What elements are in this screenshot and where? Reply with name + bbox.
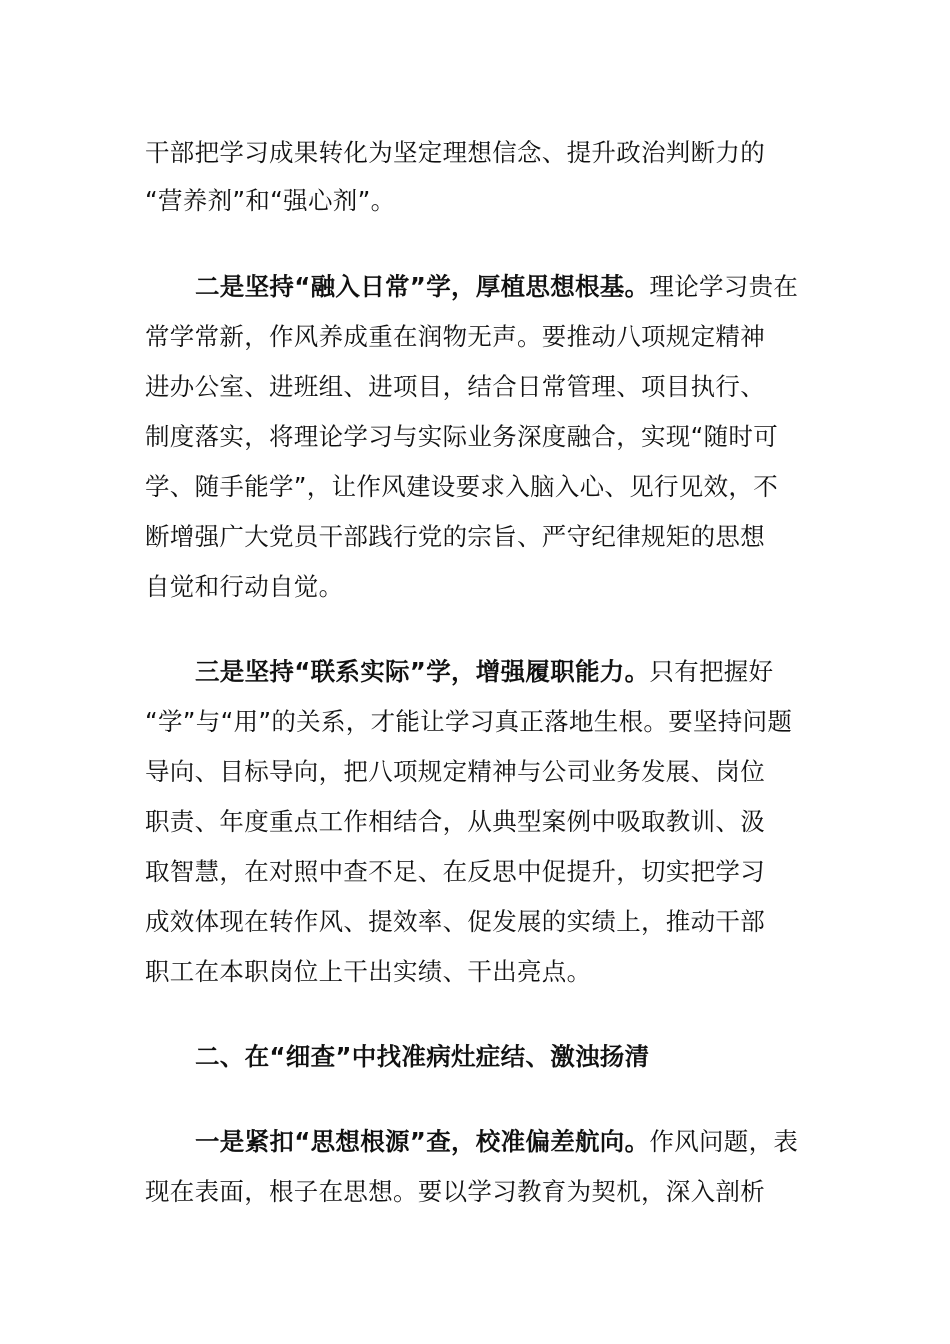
body-text: “营养剂”和“强心剂”。 xyxy=(145,186,396,215)
body-line xyxy=(145,1177,765,1207)
body-text: 成效体现在转作风、提效率、促发展的实绩上，推动干部 xyxy=(145,907,765,936)
body-text: 学、随手能学”，让作风建设要求入脑入心、见行见效，不 xyxy=(145,472,778,501)
body-text: 常学常新，作风养成重在润物无声。要推动八项规定精神 xyxy=(145,322,765,351)
body-text: 职责、年度重点工作相结合，从典型案例中吸取教训、汲 xyxy=(145,807,765,836)
body-line xyxy=(145,572,343,602)
paragraph-continuation-line xyxy=(145,186,395,216)
body-text: “学”与“用”的关系，才能让学习真正落地生根。要坚持问题 xyxy=(145,707,793,736)
body-line xyxy=(145,857,765,887)
body-line xyxy=(145,757,765,787)
body-line xyxy=(145,422,778,452)
body-line xyxy=(145,372,765,402)
paragraph-heading: 一是紧扣“思想根源”查，校准偏差航向。 xyxy=(195,1127,650,1156)
body-text: 取智慧，在对照中查不足、在反思中促提升，切实把学习 xyxy=(145,857,765,886)
paragraph-heading: 二是坚持“融入日常”学，厚植思想根基。 xyxy=(195,272,650,301)
body-text: 理论学习贵在 xyxy=(649,272,799,301)
body-line xyxy=(145,522,765,552)
paragraph-heading: 三是坚持“联系实际”学，增强履职能力。 xyxy=(195,657,650,686)
body-text: 自觉和行动自觉。 xyxy=(145,572,344,601)
body-text: 制度落实，将理论学习与实际业务深度融合，实现“随时可 xyxy=(145,422,778,451)
body-text: 干部把学习成果转化为坚定理想信念、提升政治判断力的 xyxy=(145,138,765,167)
body-line xyxy=(145,957,591,987)
body-line xyxy=(145,322,765,352)
body-text: 只有把握好 xyxy=(649,657,774,686)
paragraph-continuation-line xyxy=(145,138,765,168)
body-line xyxy=(145,707,792,737)
body-line xyxy=(145,472,778,502)
body-text: 断增强广大党员干部践行党的宗旨、严守纪律规矩的思想 xyxy=(145,522,765,551)
paragraph-lead-line xyxy=(195,272,798,302)
body-line xyxy=(145,907,765,937)
body-text: 进办公室、进班组、进项目，结合日常管理、项目执行、 xyxy=(145,372,765,401)
section-heading xyxy=(195,1042,649,1072)
body-text: 作风问题，表 xyxy=(649,1127,799,1156)
body-text: 现在表面，根子在思想。要以学习教育为契机，深入剖析 xyxy=(145,1177,765,1206)
body-text: 导向、目标导向，把八项规定精神与公司业务发展、岗位 xyxy=(145,757,765,786)
paragraph-lead-line xyxy=(195,657,773,687)
section-heading-text: 二、在“细查”中找准病灶症结、激浊扬清 xyxy=(195,1042,650,1071)
body-text: 职工在本职岗位上干出实绩、干出亮点。 xyxy=(145,957,592,986)
body-line xyxy=(145,807,765,837)
paragraph-lead-line xyxy=(195,1127,798,1157)
